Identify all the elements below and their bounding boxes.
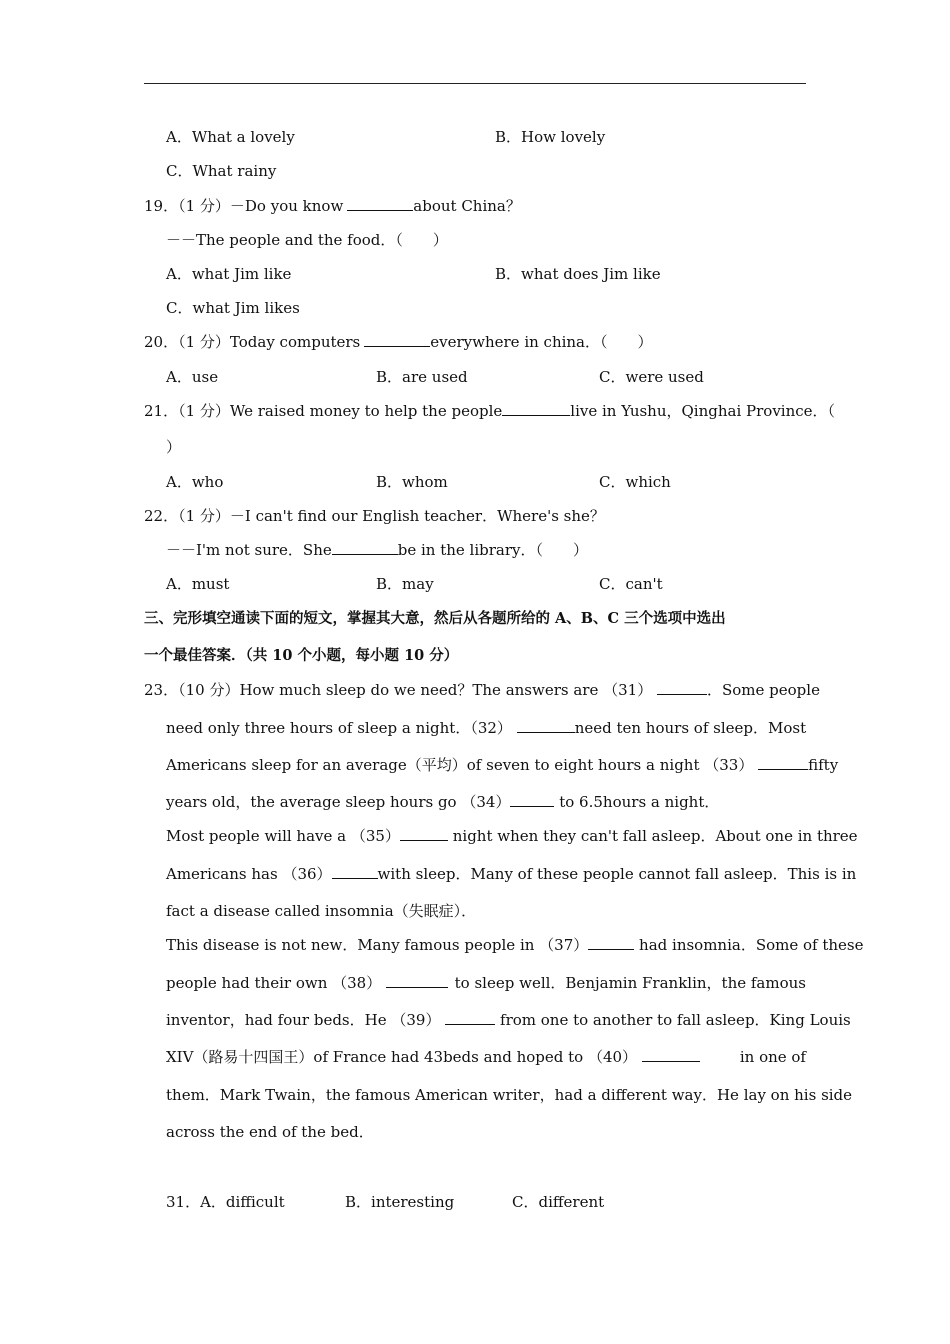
answer-blank: [510, 792, 554, 807]
q23-line9-text: people had their own （38）: [166, 974, 382, 992]
q23-line1: [144, 680, 820, 700]
q23-line8-text: This disease is not new．Many famous people in （37）: [166, 936, 589, 954]
q23-line2: [166, 718, 806, 738]
answer-blank: [332, 864, 378, 879]
q23-line5: [166, 826, 858, 846]
q23-line3-text: Americans sleep for an average（平均）of seven to eight hours a night （33）: [166, 756, 754, 774]
q23-line8-after: had insomnia．Some of these: [639, 936, 864, 954]
q23-line10-text: inventor，had four beds．He （39）: [166, 1011, 441, 1029]
q23-line10: [166, 1010, 851, 1030]
q22-line2: [166, 540, 588, 560]
q23-line3: [166, 755, 839, 775]
answer-blank: [347, 196, 413, 211]
q20-stem: [144, 332, 653, 352]
q23-line1-after: ．Some people: [707, 681, 820, 699]
q23-line5-text: Most people will have a （35）: [166, 827, 400, 845]
answer-blank: [758, 755, 808, 770]
q20-option-c: C．were used: [599, 368, 704, 386]
q23-line10-after: from one to another to fall asleep．King Louis: [500, 1011, 851, 1029]
q23-line5-after: night when they can't fall asleep．About one in three: [452, 827, 858, 845]
q23-line9-after: to sleep well．Benjamin Franklin，the famous: [454, 974, 806, 992]
q23-line6-after: with sleep．Many of these people cannot fall asleep．This is in: [377, 865, 857, 883]
q22-line2-text: －－I'm not sure．She: [166, 541, 332, 559]
answer-blank: [642, 1047, 700, 1062]
q23-line3-after: fifty: [808, 756, 839, 774]
q19-option-b: B．what does Jim like: [495, 265, 661, 283]
answer-blank: [386, 973, 448, 988]
q19-stem: [144, 196, 521, 216]
q21-stem-after: live in Yushu，Qinghai Province．（: [570, 402, 836, 420]
q21-option-b: B．whom: [376, 473, 448, 491]
answer-blank: [364, 332, 430, 347]
q22-option-a: A．must: [166, 575, 230, 593]
section-heading-line1: 三、完形填空通读下面的短文，掌握其大意，然后从各题所给的 A、B、C 三个选项中选出: [144, 610, 726, 627]
q22-option-c: C．can't: [599, 575, 663, 593]
q23-line7: fact a disease called insomnia（失眠症）．: [166, 902, 477, 920]
q18-option-b: B．How lovely: [495, 128, 606, 146]
q21-stem: [144, 401, 835, 421]
q23-line11-text: XIV（路易十四国王）of France had 43beds and hoped to （40）: [166, 1048, 638, 1066]
q21-option-a: A．who: [166, 473, 224, 491]
q19-option-a: A．what Jim like: [166, 265, 292, 283]
q22-line2-after: be in the library．（ ）: [397, 541, 589, 559]
header-rule: [144, 83, 806, 84]
q20-option-b: B．are used: [376, 368, 468, 386]
q23-line11-after: in one of: [739, 1048, 806, 1066]
q19-option-c: C．what Jim likes: [166, 299, 300, 317]
answer-blank: [588, 935, 634, 950]
q23-line6-text: Americans has （36）: [166, 865, 332, 883]
q21-option-c: C．which: [599, 473, 671, 491]
q31-option-a: 31．A．difficult: [166, 1193, 285, 1211]
answer-blank: [332, 540, 398, 555]
q18-option-a: A．What a lovely: [166, 128, 295, 146]
q31-option-c: C．different: [512, 1193, 605, 1211]
q23-line4: [166, 792, 719, 812]
q23-line2-text: need only three hours of sleep a night．（32）: [166, 719, 512, 737]
q20-option-a: A．use: [166, 368, 219, 386]
q20-stem-after: everywhere in china．（ ）: [430, 333, 653, 351]
q21-paren-close: ）: [166, 438, 182, 456]
answer-blank: [517, 718, 575, 733]
q23-line8: [166, 935, 864, 955]
q23-line4-after: to 6.5hours a night．: [559, 793, 720, 811]
q22-stem: 22．（1 分）－I can't find our English teacher．Where's she？: [144, 507, 605, 525]
q19-stem-text: 19．（1 分）－Do you know: [144, 197, 344, 215]
q31-option-b: B．interesting: [345, 1193, 455, 1211]
q23-line11: [166, 1047, 806, 1067]
q19-line2: －－The people and the food．（ ）: [166, 231, 448, 249]
answer-blank: [657, 680, 707, 695]
answer-blank: [502, 401, 570, 416]
q23-line2-after: need ten hours of sleep．Most: [574, 719, 807, 737]
q23-line4-text: years old，the average sleep hours go （34）: [166, 793, 511, 811]
q23-line6: [166, 864, 856, 884]
q18-option-c: C．What rainy: [166, 162, 277, 180]
answer-blank: [445, 1010, 495, 1025]
q21-stem-text: 21．（1 分）We raised money to help the people: [144, 402, 503, 420]
q23-line13: across the end of the bed．: [166, 1123, 374, 1141]
section-heading-line2: 一个最佳答案．（共 10 个小题，每小题 10 分）: [144, 647, 459, 664]
q23-line9: [166, 973, 806, 993]
answer-blank: [400, 826, 448, 841]
q23-line12: them．Mark Twain，the famous American writer，had a different way．He lay on his side: [166, 1086, 853, 1104]
q23-line1-text: 23．（10 分）How much sleep do we need？The answers are （31）: [144, 681, 653, 699]
q22-option-b: B．may: [376, 575, 434, 593]
q19-stem-after: about China？: [413, 197, 521, 215]
q20-stem-text: 20．（1 分）Today computers: [144, 333, 361, 351]
